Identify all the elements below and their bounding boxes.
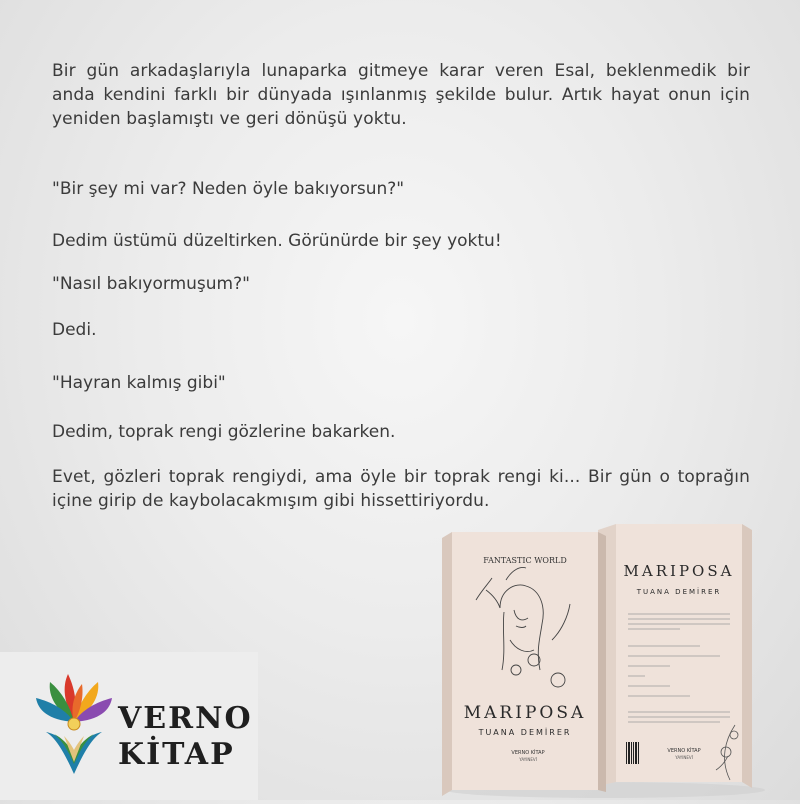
dialogue-line: Dedim, toprak rengi gözlerine bakarken. <box>52 422 396 442</box>
back-author: TUANA DEMİRER <box>636 588 722 596</box>
back-cover <box>598 524 752 788</box>
dialogue-line: Dedi. <box>52 320 97 340</box>
front-publisher-sub: YAYINEVİ <box>519 757 537 762</box>
intro-paragraph <box>52 59 750 131</box>
closing-line: içine girip de kaybolacakmışım gibi hissettiriyordu. <box>52 491 490 511</box>
front-title: MARIPOSA <box>463 703 587 723</box>
back-title: MARIPOSA <box>623 562 735 580</box>
front-author: TUANA DEMİRER <box>478 728 572 737</box>
pen-nib-feather-icon <box>34 662 114 782</box>
front-publisher: VERNO KİTAP <box>511 750 545 756</box>
logo-word-kitap: KİTAP <box>118 737 235 772</box>
back-publisher: VERNO KİTAP <box>667 748 701 754</box>
closing-paragraph <box>52 465 750 513</box>
publisher-logo <box>0 652 258 800</box>
closing-line: Evet, gözleri toprak rengiydi, ama öyle bir toprak rengi ki... Bir gün o toprağın <box>52 467 750 487</box>
back-publisher-sub: YAYINEVİ <box>675 755 693 760</box>
book-mockup <box>430 520 770 800</box>
intro-line: Bir gün arkadaşlarıyla lunaparka gitmeye karar veren Esal, beklenmedik bir <box>52 61 750 81</box>
front-cover <box>442 532 606 796</box>
book-illustration <box>430 520 770 800</box>
dialogue-line: Dedim üstümü düzeltirken. Görünürde bir şey yoktu! <box>52 231 502 251</box>
dialogue-quote: "Hayran kalmış gibi" <box>52 373 226 393</box>
dialogue-quote: "Bir şey mi var? Neden öyle bakıyorsun?" <box>52 179 405 199</box>
front-series: FANTASTIC WORLD <box>483 556 567 565</box>
intro-line: yeniden başlamıştı ve geri dönüşü yoktu. <box>52 109 407 129</box>
intro-line: anda kendini farklı bir dünyada ışınlanmış şekilde bulur. Artık hayat onun için <box>52 85 750 105</box>
dialogue-quote: "Nasıl bakıyormuşum?" <box>52 274 250 294</box>
logo-word-verno: VERNO <box>118 701 253 736</box>
